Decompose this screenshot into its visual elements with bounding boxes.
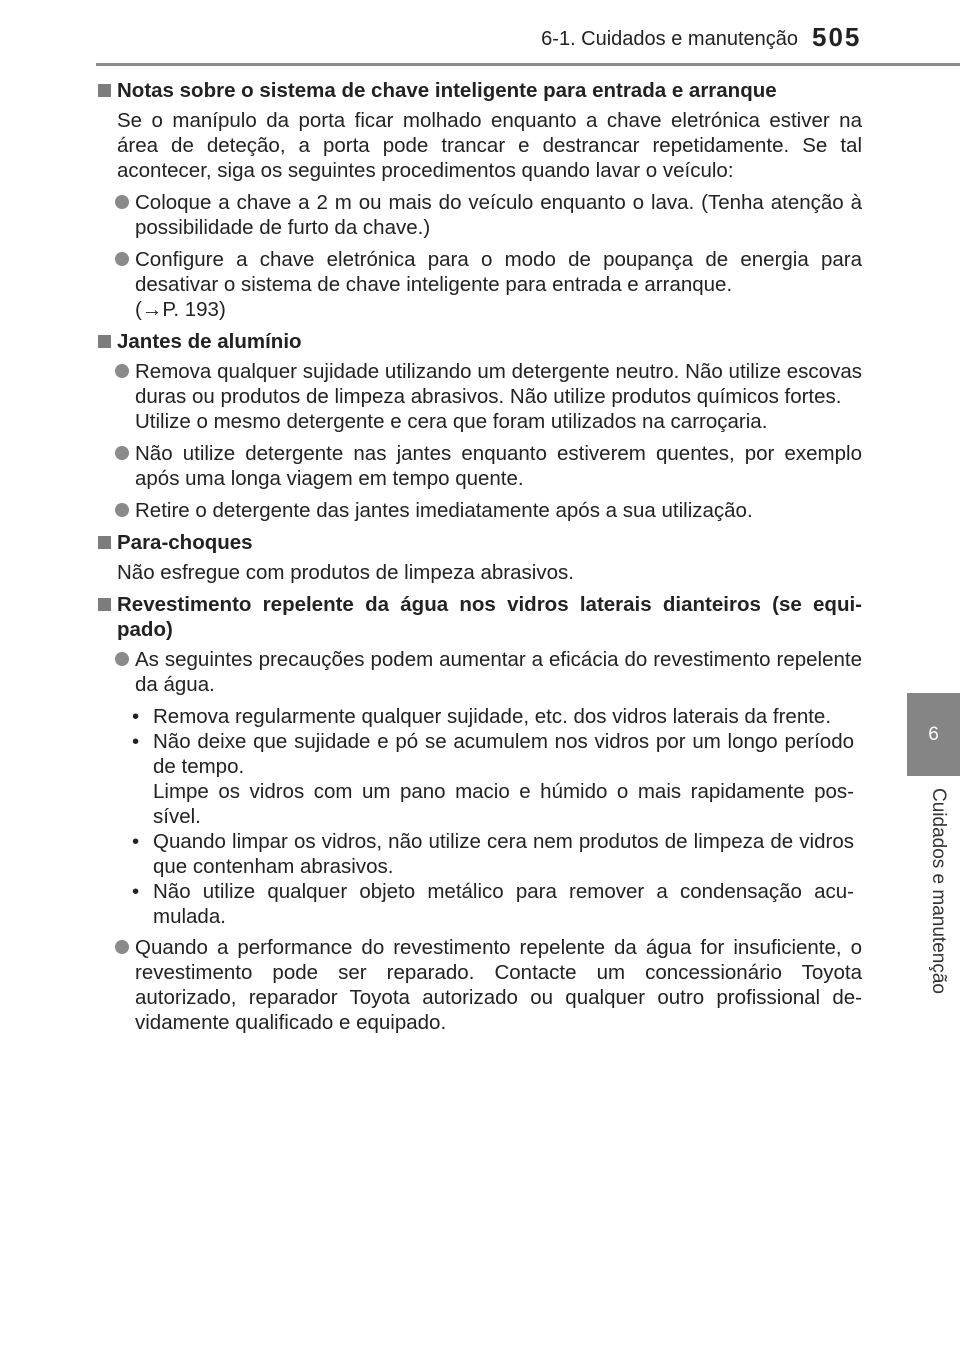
sub-item-text: Remova regularmente qualquer sujidade, etc. dos vidros laterais da frente. (153, 705, 832, 728)
bullet-item (96, 935, 862, 1035)
sub-bullet-marker: • (132, 880, 140, 903)
bullet-text: Coloque a chave a 2 m ou mais do veículo enquanto o lava. (Tenha atenção à possibilidade de furto da chave.) (135, 191, 862, 239)
sub-item-text-continued: Limpe os vidros com um pano macio e húmido o mais rapidamente pos-sível. (153, 780, 854, 828)
chapter-tab (907, 693, 960, 776)
square-bullet-icon (98, 84, 111, 97)
bullet-text-continued: Utilize o mesmo detergente e cera que foram utilizados na carroçaria. (135, 410, 768, 433)
circle-bullet-icon (115, 195, 129, 209)
page-number: 505 (812, 22, 862, 52)
heading-text: Notas sobre o sistema de chave inteligente para entrada e arranque (117, 79, 777, 102)
sub-item (96, 729, 862, 829)
heading-text: Revestimento repelente da água nos vidros laterais dianteiros (se equi-pado) (117, 593, 862, 641)
section-heading (96, 592, 862, 642)
square-bullet-icon (98, 598, 111, 611)
paragraph: Se o manípulo da porta ficar molhado enquanto a chave eletrónica estiver na área de deteção, a porta pode trancar e destrancar repetidamente. Se tal acontecer, siga os seguintes procedimentos quando lavar o veículo: (117, 109, 862, 182)
header-section-title: 6-1. Cuidados e manutenção (541, 28, 798, 50)
bullet-item (96, 359, 862, 434)
heading-text: Para-choques (117, 531, 253, 554)
sub-item-text: Não utilize qualquer objeto metálico para remover a condensação acu-mulada. (153, 880, 854, 928)
sub-item (96, 879, 862, 929)
bullet-item (96, 647, 862, 697)
sub-bullet-marker: • (132, 730, 140, 753)
section-heading (96, 530, 862, 555)
bullet-item (96, 498, 862, 523)
sub-item (96, 829, 862, 879)
bullet-text: Retire o detergente das jantes imediatamente após a sua utilização. (135, 499, 753, 522)
chapter-number: 6 (928, 723, 939, 745)
bullet-text: Configure a chave eletrónica para o modo de poupança de energia para desativar o sistema de chave inteligente para entrada e arranque. (135, 248, 862, 296)
circle-bullet-icon (115, 503, 129, 517)
sub-bullet-marker: • (132, 830, 140, 853)
square-bullet-icon (98, 536, 111, 549)
square-bullet-icon (98, 335, 111, 348)
sub-bullet-marker: • (132, 705, 140, 728)
bullet-item (96, 441, 862, 491)
header-divider (96, 63, 960, 66)
circle-bullet-icon (115, 364, 129, 378)
section-heading (96, 329, 862, 354)
chapter-title-vertical: Cuidados e manutenção (928, 788, 949, 994)
bullet-item (96, 190, 862, 240)
circle-bullet-icon (115, 940, 129, 954)
circle-bullet-icon (115, 652, 129, 666)
sub-list (96, 704, 862, 929)
bullet-text: Remova qualquer sujidade utilizando um detergente neutro. Não utilize escovas duras ou produtos de limpeza abrasivos. Não utilize produtos químicos fortes. (135, 360, 862, 408)
paragraph: Não esfregue com produtos de limpeza abrasivos. (117, 561, 574, 584)
bullet-text: Quando a performance do revestimento repelente da água for insuficiente, o revestimento pode ser reparado. Contacte um concessionário Toyota autorizado, reparador Toyota autorizado ou qualquer outro profissional de-vidamente qualificado e equipado. (135, 936, 862, 1034)
circle-bullet-icon (115, 446, 129, 460)
page-content (96, 78, 862, 1042)
bullet-text: Não utilize detergente nas jantes enquanto estiverem quentes, por exemplo após uma longa viagem em tempo quente. (135, 442, 862, 490)
sub-item-text: Quando limpar os vidros, não utilize cera nem produtos de limpeza de vidros que contenham abrasivos. (153, 830, 854, 878)
heading-text: Jantes de alumínio (117, 330, 302, 353)
circle-bullet-icon (115, 252, 129, 266)
sub-item (96, 704, 862, 729)
section-heading (96, 78, 862, 103)
bullet-item (96, 247, 862, 322)
bullet-text: As seguintes precauções podem aumentar a eficácia do revestimento repelente da água. (135, 648, 862, 696)
page-reference: (→P. 193) (135, 298, 226, 321)
sub-item-text: Não deixe que sujidade e pó se acumulem nos vidros por um longo período de tempo. (153, 730, 854, 778)
